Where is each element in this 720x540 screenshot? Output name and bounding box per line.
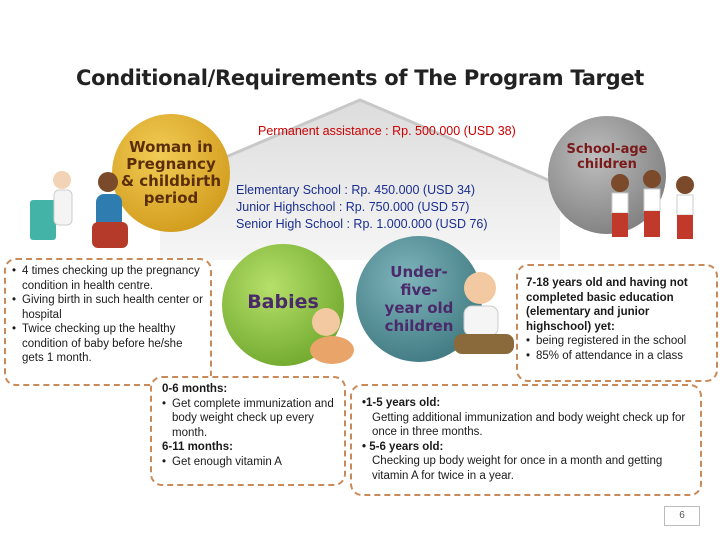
list-item: • 85% of attendance in a class xyxy=(526,349,708,364)
box-heading: • 5-6 years old: xyxy=(362,440,444,453)
list-item: • Get enough vitamin A xyxy=(162,455,334,470)
box-heading: 0-6 months: xyxy=(162,383,228,395)
school-amount-junior: Junior Highschool : Rp. 750.000 (USD 57) xyxy=(236,200,470,214)
mother-and-health-worker-illustration xyxy=(28,160,138,260)
box-heading-text: 5-6 years old: xyxy=(369,440,444,453)
box-heading-text: 1-5 years old: xyxy=(366,397,441,409)
babies-circle-label: Babies xyxy=(247,291,319,313)
school-amount-elementary: Elementary School : Rp. 450.000 (USD 34) xyxy=(236,183,476,197)
school-age-requirements-box xyxy=(516,264,718,382)
page-title: Conditional/Requirements of The Program Target xyxy=(75,66,645,90)
under-five-circle-line: year old xyxy=(384,299,454,317)
pregnancy-circle-line: Pregnancy xyxy=(126,155,216,173)
list-item: • 4 times checking up the pregnancy condition in health centre. xyxy=(12,264,204,293)
permanent-assistance-text: Permanent assistance : Rp. 500.000 (USD 38) xyxy=(258,124,516,138)
under-five-circle-line: Under- xyxy=(390,263,448,281)
list-item: • Get complete immunization and body weight check up every month. xyxy=(162,397,334,441)
under-five-circle-line: five- xyxy=(400,281,438,299)
pregnancy-circle-line: period xyxy=(143,189,199,207)
box-text: Getting additional immunization and body weight check up for once in three months. xyxy=(372,411,686,438)
pregnancy-circle-line: Woman in xyxy=(129,138,213,156)
school-amount-list xyxy=(236,182,488,233)
box-heading: •1-5 years old: xyxy=(362,397,441,409)
baby-illustration xyxy=(296,300,366,370)
box-heading: 6-11 months: xyxy=(162,441,233,453)
list-item: • Giving birth in such health center or hospital xyxy=(12,293,204,322)
pregnancy-circle-line: & childbirth xyxy=(120,172,222,190)
box-heading: 7-18 years old and having not completed basic education (elementary and junior highschool) yet: xyxy=(526,277,688,333)
list-item: • Twice checking up the healthy condition of baby before he/she gets 1 month. xyxy=(12,322,204,366)
box-text: Checking up body weight for once in a month and getting vitamin A for twice in a year. xyxy=(372,455,663,482)
babies-requirements-box xyxy=(150,376,346,486)
school-circle-line: children xyxy=(577,157,637,172)
school-circle-line: School-age xyxy=(566,142,648,157)
slide-number: 6 xyxy=(664,506,700,526)
pregnancy-requirements-box xyxy=(4,258,212,386)
school-amount-senior: Senior High School : Rp. 1.000.000 (USD 76) xyxy=(236,217,488,231)
under-five-requirements-box xyxy=(350,384,702,496)
under-five-circle-line: children xyxy=(384,317,454,335)
list-item: • being registered in the school xyxy=(526,334,708,349)
school-children-illustration xyxy=(590,165,720,255)
